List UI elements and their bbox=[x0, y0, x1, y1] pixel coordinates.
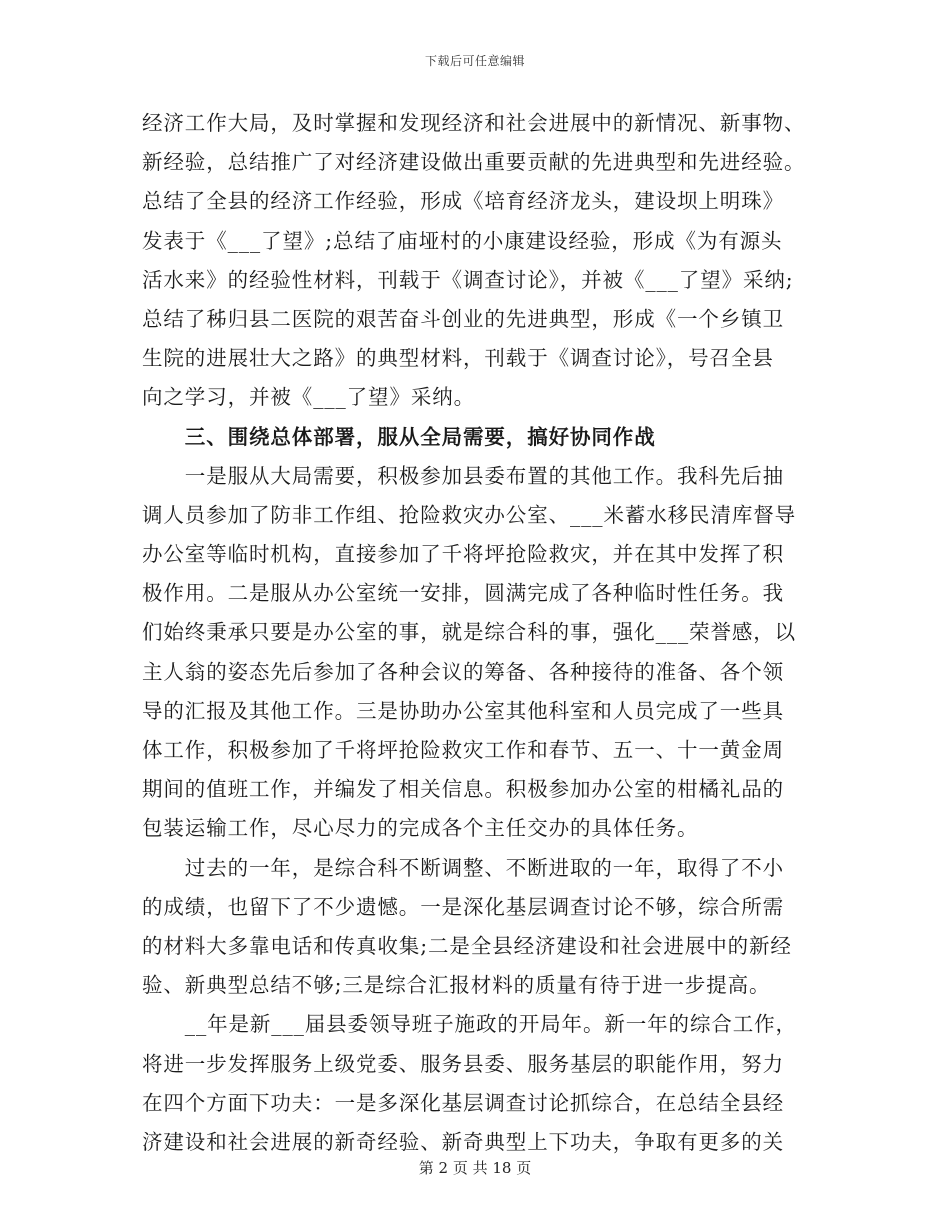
text-line: 办公室等临时机构，直接参加了千将坪抢险救灾，并在其中发挥了积 bbox=[142, 542, 784, 567]
text-line: 向之学习，并被《___了望》采纳。 bbox=[142, 385, 476, 410]
text-line: 发表于《___了望》;总结了庙垭村的小康建设经验，形成《为有源头 bbox=[142, 228, 783, 253]
text-line: 们始终秉承只要是办公室的事，就是综合科的事，强化___荣誉感，以 bbox=[142, 620, 797, 645]
text-line: 的材料大多靠电话和传真收集;二是全县经济建设和社会进展中的新经 bbox=[142, 933, 792, 958]
text-line: 的成绩，也留下了不少遗憾。一是深化基层调查讨论不够，综合所需 bbox=[142, 894, 784, 919]
text-line: 验、新典型总结不够;三是综合汇报材料的质量有待于进一步提高。 bbox=[142, 973, 771, 998]
text-line: 一是服从大局需要，积极参加县委布置的其他工作。我科先后抽 bbox=[142, 463, 784, 488]
text-line: 在四个方面下功夫：一是多深化基层调查讨论抓综合，在总结全县经 bbox=[142, 1090, 784, 1115]
text-line: 主人翁的姿态先后参加了各种会议的筹备、各种接待的准备、各个领 bbox=[142, 659, 784, 684]
text-line: 期间的值班工作，并编发了相关信息。积极参加办公室的柑橘礼品的 bbox=[142, 777, 784, 802]
page-header: 下载后可任意编辑 bbox=[424, 54, 525, 68]
text-line: 调人员参加了防非工作组、抢险救灾办公室、___米蓄水移民清库督导 bbox=[142, 502, 797, 527]
text-line: 极作用。二是服从办公室统一安排，圆满完成了各种临时性任务。我 bbox=[142, 581, 784, 606]
text-line: 过去的一年，是综合科不断调整、不断进取的一年，取得了不小 bbox=[142, 855, 784, 880]
text-line: 体工作，积极参加了千将坪抢险救灾工作和春节、五一、十一黄金周 bbox=[142, 738, 784, 762]
text-line: 总结了秭归县二医院的艰苦奋斗创业的先进典型，形成《一个乡镇卫 bbox=[142, 306, 784, 331]
text-line: 经济工作大局，及时掌握和发现经济和社会进展中的新情况、新事物、 bbox=[142, 111, 806, 135]
section-heading: 三、围绕总体部署，服从全局需要，搞好协同作战 bbox=[142, 424, 656, 449]
text-line: 导的汇报及其他工作。三是协助办公室其他科室和人员完成了一些具 bbox=[142, 698, 784, 723]
text-line: 将进一步发挥服务上级党委、服务县委、服务基层的职能作用，努力 bbox=[142, 1051, 784, 1076]
text-line: 生院的进展壮大之路》的典型材料，刊载于《调查讨论》，号召全县 bbox=[142, 346, 774, 371]
text-line: __年是新___届县委领导班子施政的开局年。新一年的综合工作， bbox=[142, 1012, 797, 1037]
text-line: 济建设和社会进展的新奇经验、新奇典型上下功夫，争取有更多的关 bbox=[142, 1129, 784, 1154]
text-line: 活水来》的经验性材料，刊载于《调查讨论》，并被《___了望》采纳; bbox=[142, 267, 794, 292]
document-body bbox=[142, 104, 817, 1162]
text-line: 包装运输工作，尽心尽力的完成各个主任交办的具体任务。 bbox=[142, 816, 699, 841]
text-line: 总结了全县的经济工作经验，形成《培育经济龙头，建设坝上明珠》 bbox=[142, 189, 784, 214]
text-line: 新经验，总结推广了对经济建设做出重要贡献的先进典型和先进经验。 bbox=[142, 150, 806, 175]
page-footer: 第 2 页 共 18 页 bbox=[418, 1159, 532, 1177]
